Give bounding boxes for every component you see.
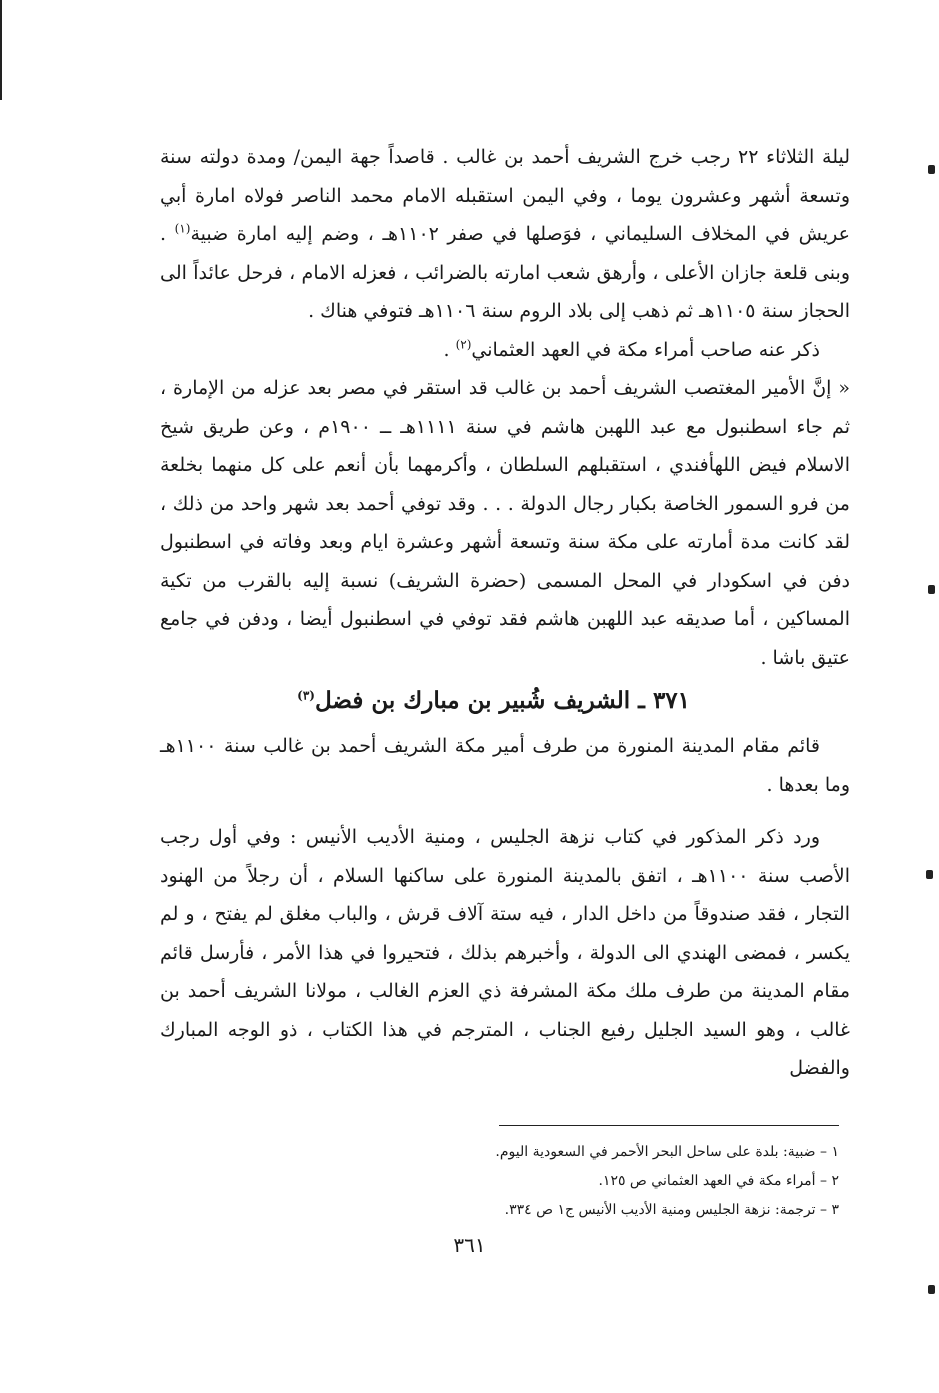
- paragraph-source-intro: [160, 331, 850, 370]
- page-number: ٣٦١: [453, 1233, 486, 1257]
- paragraph-text-tail: .: [443, 338, 450, 361]
- entry-heading-text: ٣٧١ ـ الشريف شُبير بن مبارك بن فضل: [314, 687, 690, 714]
- footnote-ref-1[interactable]: (١): [174, 221, 191, 236]
- footnote-3: ٣ – ترجمة: نزهة الجليس ومنية الأديب الأنيس ج١ ص ٣٣٤.: [504, 1202, 839, 1218]
- margin-mark: [928, 1285, 935, 1294]
- margin-mark: [926, 870, 933, 879]
- entry-heading: [160, 681, 850, 721]
- footnote-2: ٢ – أمراء مكة في العهد العثماني ص ١٢٥.: [598, 1173, 839, 1189]
- footnote-1: ١ – ضبية: بلدة على ساحل البحر الأحمر في السعودية اليوم.: [495, 1144, 839, 1160]
- paragraph-text: ذكر عنه صاحب أمراء مكة في العهد العثماني: [471, 338, 820, 361]
- paragraph-quotation: « إنَّ الأمير المغتصب الشريف أحمد بن غالب قد استقر في مصر بعد عزله من الإمارة ، ثم جاء اسطنبول مع عبد اللهبن هاشم في سنة ١١١١هـ ــ ١٩٠٠م ، وعن طريق شيخ الاسلام فيض اللهأفندي ، استقبلهم السلطان ، وأكرمهما بأن أنعم على كل منهما بخلعة من فرو السمور الخاصة بكبار رجال الدولة . . . وقد توفي أحمد بعد شهر واحد من ذلك ، لقد كانت مدة أمارته على مكة سنة وتسعة أشهر وعشرة ايام وبعد وفاته في اسطنبول دفن في اسكودار في المحل المسمى (حضرة الشريف) نسبة إليه بالقرب من تكية المساكين ، أما صديقه عبد اللهبن هاشم فقد توفي في اسطنبول أيضا ، ودفن في جامع عتيق باشا .: [160, 377, 850, 669]
- paragraph-entry-story: ورد ذكر المذكور في كتاب نزهة الجليس ، ومنية الأديب الأنيس : وفي أول رجب الأصب سنة ١١٠٠هـ ، اتفق بالمدينة المنورة على ساكنها السلام ، أن رجلاً من الهنود التجار ، فقد صندوقاً من داخل الدار ، فيه ستة آلاف قرش ، والباب مغلق لم يفتح ، و لم يكسر ، فمضى الهندي الى الدولة ، وأخبرهم بذلك ، فتحيروا في هذا الأمر ، فأرسل قائم مقام المدينة من طرف ملك مكة المشرفة ذي العزم الغالب ، مولانا الشريف أحمد بن غالب ، وهو السيد الجليل رفيع الجناب ، المترجم في هذا الكتاب ، ذو الوجه المبارك والفضل: [160, 826, 850, 1079]
- paragraph-ahmad-departure: [160, 138, 850, 331]
- page-body: [160, 138, 850, 1088]
- footnote-ref-3[interactable]: (٣): [297, 688, 315, 703]
- margin-mark: [928, 585, 935, 594]
- scan-edge-line: [0, 0, 2, 100]
- footnotes: [419, 1138, 839, 1225]
- margin-mark: [928, 165, 935, 174]
- footnote-ref-2[interactable]: (٢): [455, 337, 472, 352]
- footnote-separator: [499, 1125, 839, 1126]
- paragraph-text: ليلة الثلاثاء ٢٢ رجب خرج الشريف أحمد بن غالب . قاصداً جهة اليمن/ ومدة دولته سنة وتسعة أشهر وعشرون يوما ، وفي اليمن استقبله الامام محمد الناصر فولاه امارة أبي عريش في المخلاف السليماني ، فوَصلها في صفر ١١٠٢هـ ، وضم إليه امارة ضبية: [160, 146, 851, 245]
- paragraph-text-tail: . وبنى قلعة جازان الأعلى ، وأرهق شعب امارته بالضرائب ، فعزله الامام ، فرحل عائداً الى الحجاز سنة ١١٠٥هـ ثم ذهب إلى بلاد الروم سنة ١١٠٦هـ فتوفي هناك .: [160, 223, 850, 322]
- paragraph-entry-role: قائم مقام المدينة المنورة من طرف أمير مكة الشريف أحمد بن غالب سنة ١١٠٠هـ وما بعدها .: [160, 735, 850, 796]
